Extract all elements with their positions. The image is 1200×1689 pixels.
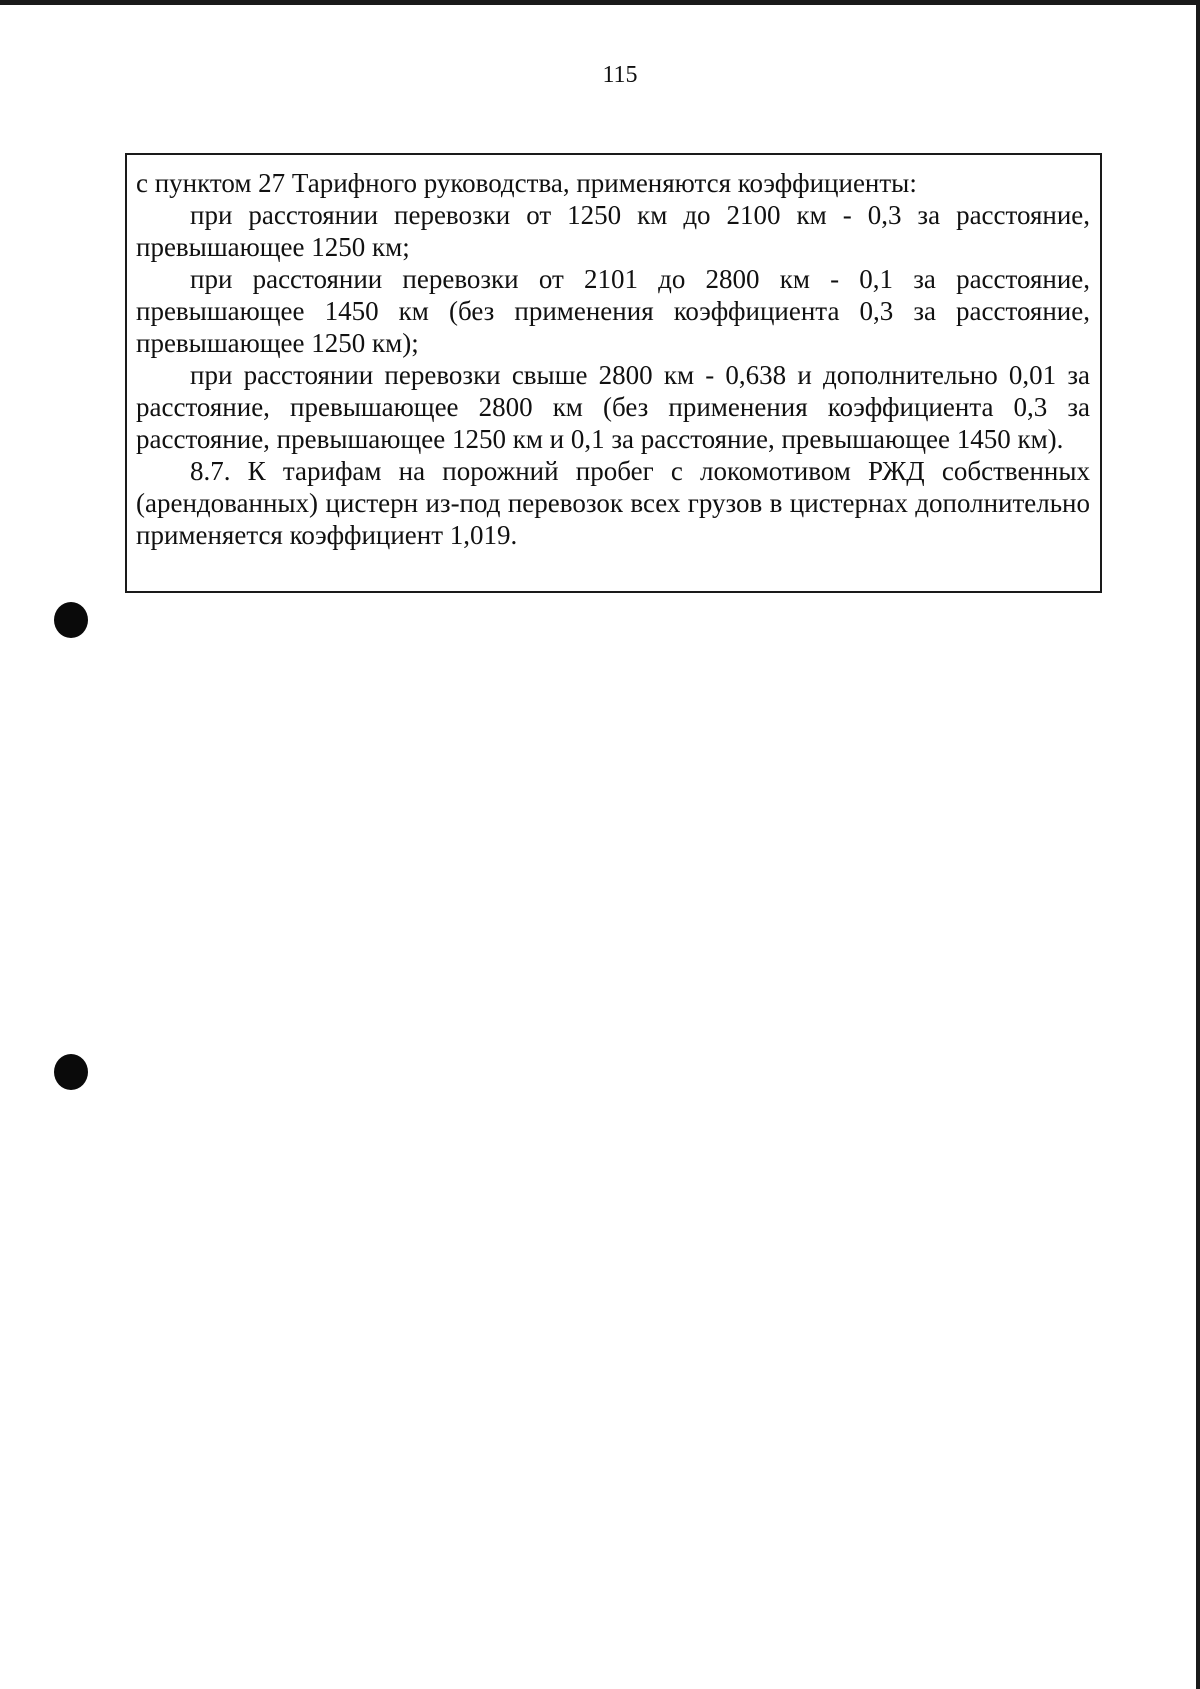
paragraph-coefficient-1250-2100: при расстоянии перевозки от 1250 км до 2100 км - 0,3 за расстояние, превышающее 1250 км;	[136, 200, 1090, 262]
scan-edge-top	[0, 0, 1200, 5]
paragraph-continuation: с пунктом 27 Тарифного руководства, применяются коэффициенты:	[136, 168, 917, 198]
paragraph-coefficient-2101-2800: при расстоянии перевозки от 2101 до 2800 км - 0,1 за расстояние, превышающее 1450 км (без применения коэффициента 0,3 за расстояние, превышающее 1250 км);	[136, 264, 1090, 358]
paragraph-section-8-7: 8.7. К тарифам на порожний пробег с локомотивом РЖД собственных (арендованных) цистерн из-под перевозок всех грузов в цистернах дополнительно применяется коэффициент 1,019.	[136, 456, 1090, 550]
paragraph-coefficient-over-2800: при расстоянии перевозки свыше 2800 км - 0,638 и дополнительно 0,01 за расстояние, превышающее 2800 км (без применения коэффициента 0,3 за расстояние, превышающее 1250 км и 0,1 за расстояние, превышающее 1450 км).	[136, 360, 1090, 454]
bordered-text-box	[125, 153, 1102, 593]
punch-hole	[54, 602, 88, 638]
page-number: 115	[602, 62, 638, 88]
punch-hole	[54, 1054, 88, 1090]
scan-edge-right	[1196, 0, 1200, 1689]
